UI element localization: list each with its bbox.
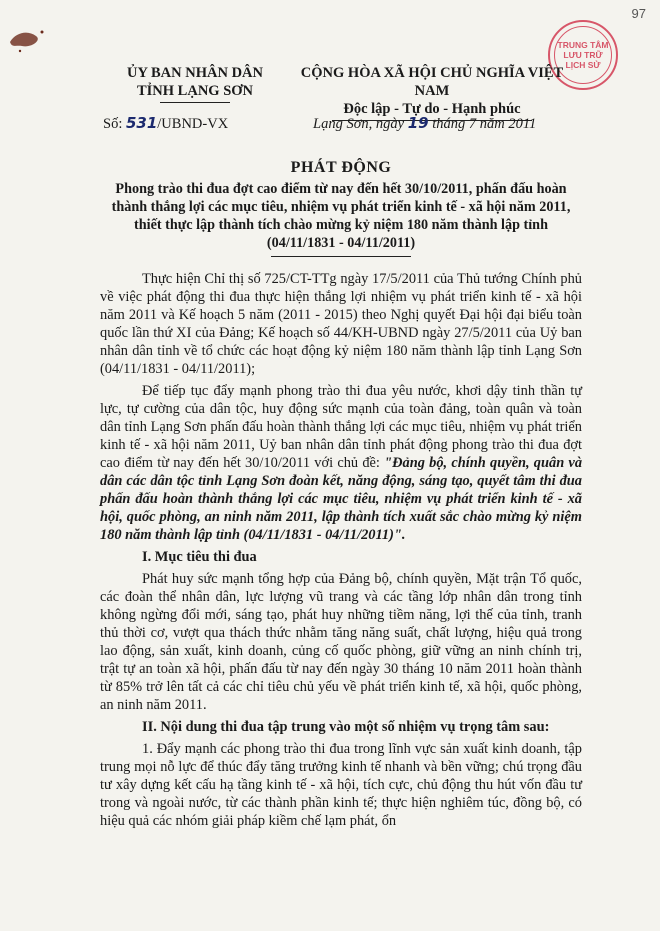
section-1-text: Phát huy sức mạnh tổng hợp của Đảng bộ, chính quyền, Mặt trận Tổ quốc, các đoàn thể nhân dân, lực lượng vũ trang và các tầng lớp nhân dân trong tỉnh không ngừng đổi mới, sáng tạo, phát huy những tiềm năng, lợi thế của tỉnh, tranh thủ thời cơ, vượt qua thách thức nhằm tăng năng suất, chất lượng, hiệu quả trong lao động, sản xuất, kinh doanh, củng cố quốc phòng, giữ vững an ninh chính trị, trật tự an toàn xã hội, phấn đấu từ nay đến ngày 30 tháng 10 năm 2011 hoàn thành từ 85% trở lên tất cả các chỉ tiêu chủ yếu về phát triển kinh tế, xã hội, quốc phòng, an ninh năm 2011.	[100, 571, 582, 713]
authority-line-2: TỈNH LẠNG SƠN	[136, 83, 254, 99]
issuing-authority	[100, 64, 290, 103]
document-number: Số: 531/UBND-VX	[103, 114, 229, 132]
section-2-title: II. Nội dung thi đua tập trung vào một số nhiệm vụ trọng tâm sau:	[142, 719, 550, 735]
title-subtitle: Phong trào thi đua đợt cao điểm từ nay đến hết 30/10/2011, phấn đấu hoàn thành thắng lợi các mục tiêu, nhiệm vụ phát triển kinh tế - xã hội năm 2011, thiết thực lập thành tích chào mừng kỷ niệm 180 năm thành lập tỉnh (04/11/1831 - 04/11/2011)	[111, 181, 571, 251]
authority-line-1: ỦY BAN NHÂN DÂN	[126, 65, 263, 81]
document-title	[100, 158, 582, 257]
paragraph-call: Để tiếp tục đẩy mạnh phong trào thi đua yêu nước, khơi dậy tinh thần tự lực, tự cường của dân tộc, huy động sức mạnh của toàn đảng, toàn quân và toàn dân tỉnh Lạng Sơn phấn đấu hoàn thành thắng lợi các mục tiêu, nhiệm vụ phát triển kinh tế - xã hội năm 2011, Uỷ ban nhân dân tỉnh phát động phong trào thi đua đợt cao điểm từ nay đến hết 30/10/2011 với chủ đề: "Đảng bộ, chính quyền, quân và dân các dân tộc tỉnh Lạng Sơn đoàn kết, năng động, sáng tạo, quyết tâm thi đua phấn đấu hoàn thành thắng lợi các mục tiêu, nhiệm vụ phát triển kinh tế - xã hội, quốc phòng, an ninh năm 2011, lập thành tích xuất sắc chào mừng kỷ niệm 180 năm thành lập tỉnh (04/11/1831 - 04/11/2011)".	[100, 383, 583, 543]
national-motto	[282, 64, 582, 121]
handwritten-number: 531	[125, 114, 158, 132]
paragraph-preamble: Thực hiện Chỉ thị số 725/CT-TTg ngày 17/5/2011 của Thủ tướng Chính phủ về việc phát động thi đua thực hiện thắng lợi nhiệm vụ phát triển kinh tế - xã hội năm 2011 và Kế hoạch 5 năm (2011 - 2015) theo Nghị quyết Đại hội đại biểu toàn quốc lần thứ XI của Đảng; Kế hoạch số 44/KH-UBND ngày 27/5/2011 của Uỷ ban nhân dân tỉnh về tổ chức các hoạt động kỷ niệm 180 năm thành lập tỉnh Lạng Sơn (04/11/1831 - 04/11/2011);	[100, 271, 582, 377]
stamp-line-1: TRUNG TÂM	[557, 40, 609, 50]
campaign-theme: "Đảng bộ, chính quyền, quân và dân các dân tộc tỉnh Lạng Sơn đoàn kết, năng động, sáng tạo, quyết tâm thi đua phấn đấu hoàn thành thắng lợi các mục tiêu, nhiệm vụ phát triển kinh tế - xã hội, quốc phòng, an ninh năm 2011, lập thành tích xuất sắc chào mừng kỷ niệm 180 năm thành lập tỉnh (04/11/1831 - 04/11/2011)".	[100, 455, 583, 543]
motto-line-1: CỘNG HÒA XÃ HỘI CHỦ NGHĨA VIỆT NAM	[300, 65, 564, 99]
title-heading: PHÁT ĐỘNG	[290, 159, 392, 176]
section-1-title: I. Mục tiêu thi đua	[142, 549, 257, 565]
title-divider	[271, 256, 411, 257]
stamp-line-2: LƯU TRỮ	[563, 50, 603, 60]
page-number: 97	[631, 6, 646, 21]
document-date: Lạng Sơn, ngày 19 tháng 7 năm 2011	[313, 114, 537, 132]
authority-divider	[160, 102, 230, 103]
ink-smudge-icon	[6, 26, 54, 54]
section-2-item-1: 1. Đẩy mạnh các phong trào thi đua trong lĩnh vực sản xuất kinh doanh, tập trung mọi nỗ lực để thúc đẩy tăng trưởng kinh tế nhanh và bền vững; chú trọng đầu tư xây dựng kết cấu hạ tầng kinh tế - xã hội, tích cực, chủ động thu hút vốn đầu tư trong và ngoài nước, từ các thành phần kinh tế; thực hiện nghiêm túc, đồng bộ, có hiệu quả các nhóm giải pháp kiềm chế lạm phát, ổn	[100, 741, 582, 829]
document-body	[100, 270, 582, 834]
motto-line-2: Độc lập - Tự do - Hạnh phúc	[343, 101, 521, 117]
stamp-line-3: LỊCH SỬ	[565, 60, 601, 70]
handwritten-day: 19	[407, 114, 429, 132]
